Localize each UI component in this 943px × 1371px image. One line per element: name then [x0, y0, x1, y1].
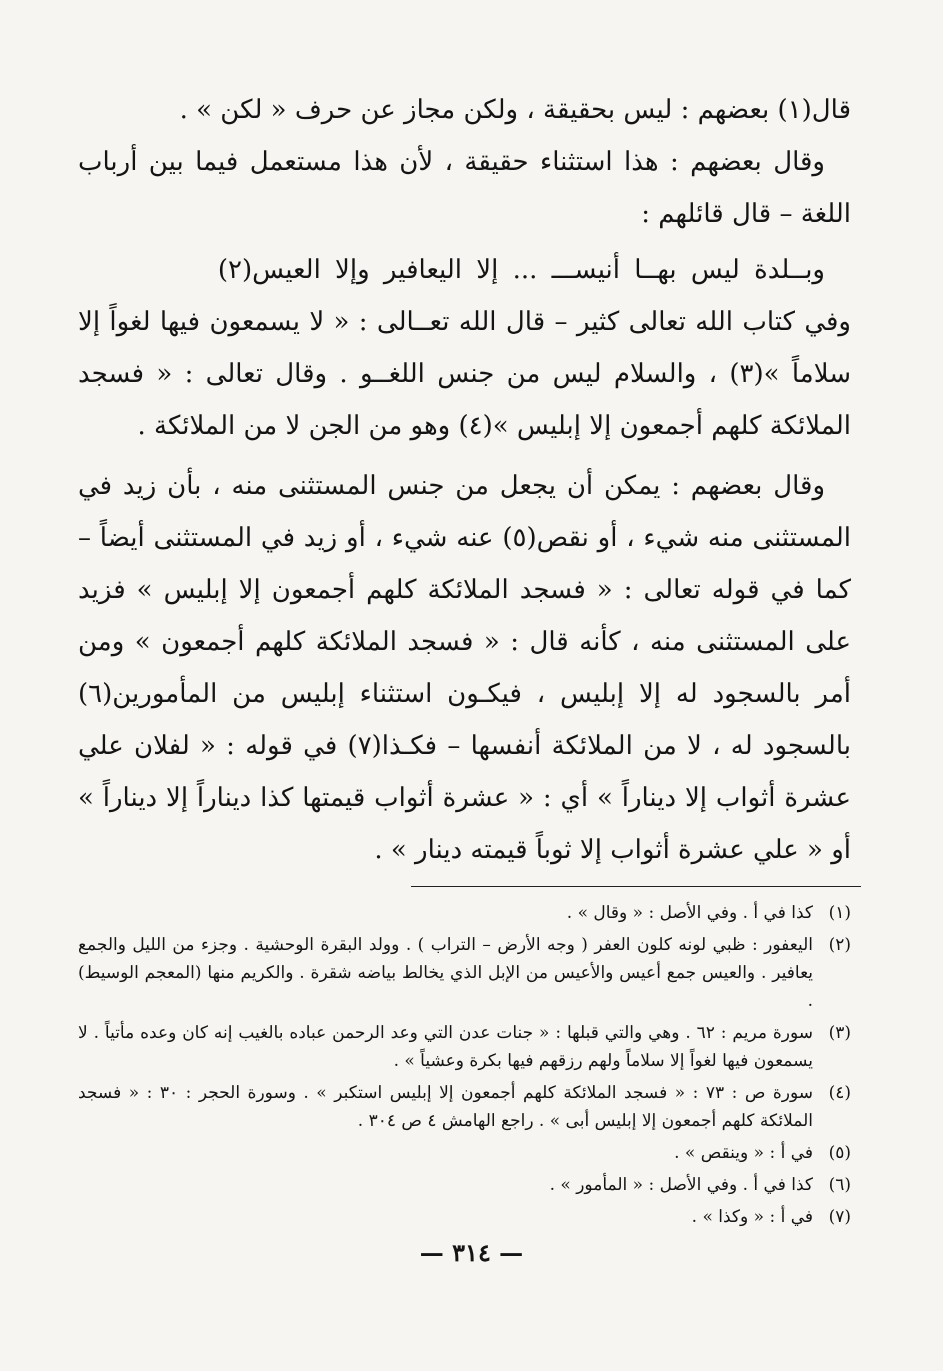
footnote-text: كذا في أ . وفي الأصل : « المأمور » .: [549, 1175, 813, 1195]
footnote-number: (٦): [828, 1175, 851, 1195]
footnote-number: (٢): [828, 935, 851, 955]
footnote-number: (٤): [828, 1083, 851, 1103]
footnote-2: [78, 931, 851, 1015]
paragraph-4: وقال بعضهم : يمكن أن يجعل من جنس المستثنى منه ، بأن زيد في المستثنى منه شيء ، أو نقص(٥) عنه شيء ، أو زيد في المستثنى أيضاً – كما في قوله تعالى : « فسجد الملائكة كلهم أجمعون إلا إبليس » فزيد على المستثنى منه ، كأنه قال : « فسجد الملائكة كلهم أجمعون » ومن أمر بالسجود له إلا إبليس ، فيكـون استثناء إبليس من المأمورين(٦) بالسجود له ، لا من الملائكة أنفسها – فكـذا(٧) في قوله : « لفلان علي عشرة أثواب إلا ديناراً » أي : « عشرة أثواب قيمتها كذا ديناراً إلا ديناراً » أو « علي عشرة أثواب إلا ثوباً قيمته دينار » .: [78, 471, 851, 865]
footnote-7: [78, 1203, 851, 1231]
paragraph-2: وقال بعضهم : هذا استثناء حقيقة ، لأن هذا مستعمل فيما بين أرباب اللغة – قال قائلهم :: [78, 147, 851, 229]
footnote-4: [78, 1079, 851, 1135]
footnote-number: (٧): [828, 1207, 851, 1227]
footnote-1: [78, 899, 851, 927]
footnotes: [78, 899, 851, 1231]
footnote-5: [78, 1139, 851, 1167]
paragraph-3: وفي كتاب الله تعالى كثير – قال الله تعــالى : « لا يسمعون فيها لغواً إلا سلاماً »(٣) ، والسلام ليس من جنس اللغــو . وقال تعالى : « فسجد الملائكة كلهم أجمعون إلا إبليس »(٤) وهو من الجن لا من الملائكة .: [78, 307, 851, 441]
footnote-divider: [411, 886, 861, 887]
footnote-number: (٣): [828, 1023, 851, 1043]
footnote-6: [78, 1171, 851, 1199]
footnote-text: في أ : « وينقص » .: [674, 1143, 813, 1163]
footnote-text: سورة ص : ٧٣ : « فسجد الملائكة كلهم أجمعون إلا إبليس استكبر » . وسورة الحجر : ٣٠ : « فسجد الملائكة كلهم أجمعون إلا إبليس أبى » . راجع الهامش ٤ ص ٣٠٤ .: [78, 1083, 814, 1131]
footnote-number: (٥): [828, 1143, 851, 1163]
poetry-verse: وبــلدة ليس بهــا أنيســـ ... إلا اليعافير وإلا العيس(٢): [217, 255, 825, 285]
footnote-text: سورة مريم : ٦٢ . وهي والتي قبلها : « جنات عدن التي وعد الرحمن عباده بالغيب إنه كان وعده مأتياً . لا يسمعون فيها لغواً إلا سلاماً ولهم رزقهم فيها بكرة وعشياً » .: [78, 1023, 813, 1071]
paragraph-1: قال(١) بعضهم : ليس بحقيقة ، ولكن مجاز عن حرف « لكن » .: [179, 95, 851, 125]
footnote-text: اليعفور : ظبي لونه كلون العفر ( وجه الأرض – التراب ) . وولد البقرة الوحشية . وجزء من الليل والجمع يعافير . والعيس جمع أعيس والأعيس من الإبل الذي يخالط بياضه شقرة . والكريم منها (المعجم الوسيط) .: [78, 935, 813, 1011]
main-text: [78, 84, 851, 876]
footnote-3: [78, 1019, 851, 1075]
footnote-number: (١): [828, 903, 851, 923]
footnote-text: كذا في أ . وفي الأصل : « وقال » .: [566, 903, 813, 923]
footnote-text: في أ : « وكذا » .: [691, 1207, 813, 1227]
page-number: — ٣١٤ —: [419, 1238, 524, 1267]
